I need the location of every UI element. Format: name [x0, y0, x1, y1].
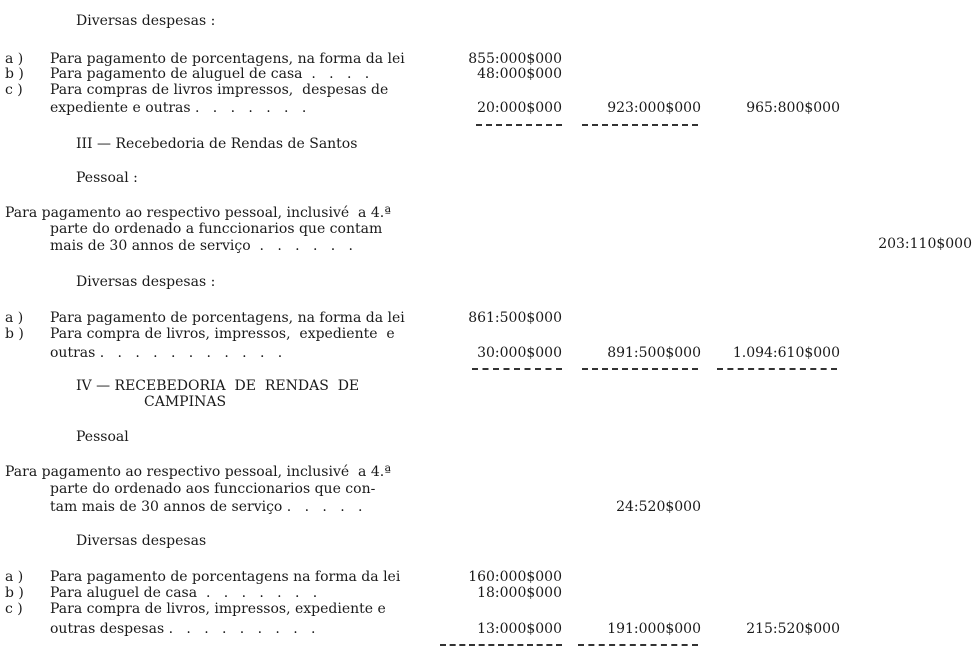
item-label: c ) — [5, 601, 23, 617]
section-title: IV — RECEBEDORIA DE RENDAS DE — [76, 378, 360, 394]
sum-rule — [578, 644, 698, 646]
item-label: a ) — [5, 51, 24, 67]
subtotal-amount: 191:000$000 — [607, 621, 701, 637]
section-title-continued: CAMPINAS — [144, 394, 227, 410]
item-amount: 48:000$000 — [477, 66, 562, 82]
item-label: b ) — [5, 585, 24, 601]
pessoal-text: tam mais de 30 annos de serviço . . . . . — [50, 499, 363, 515]
sum-rule — [476, 124, 562, 126]
total-amount: 965:800$000 — [746, 100, 840, 116]
item-text: Para pagamento de porcentagens, na forma da lei — [50, 310, 405, 326]
item-label: c ) — [5, 82, 23, 98]
item-text-continued: expediente e outras . . . . . . . — [50, 100, 307, 116]
sum-rule — [717, 368, 837, 370]
total-amount: 215:520$000 — [746, 621, 840, 637]
sum-rule — [582, 124, 698, 126]
pessoal-heading: Pessoal : — [76, 170, 138, 186]
pessoal-text: mais de 30 annos de serviço . . . . . . — [50, 238, 354, 254]
item-amount: 30:000$000 — [477, 345, 562, 361]
item-label: a ) — [5, 569, 24, 585]
item-text: Para pagamento de porcentagens na forma da lei — [50, 569, 401, 585]
total-amount: 1.094:610$000 — [732, 345, 840, 361]
diversas-despesas-heading: Diversas despesas — [76, 533, 207, 549]
section-title: III — Recebedoria de Rendas de Santos — [76, 136, 358, 152]
item-text: Para aluguel de casa . . . . . . . — [50, 585, 318, 601]
item-amount: 160:000$000 — [468, 569, 562, 585]
item-amount: 13:000$000 — [477, 621, 562, 637]
item-label: b ) — [5, 326, 24, 342]
item-amount: 855:000$000 — [468, 51, 562, 67]
item-text: Para compras de livros impressos, despesas de — [50, 82, 389, 98]
subtotal-amount: 923:000$000 — [607, 100, 701, 116]
pessoal-text: Para pagamento ao respectivo pessoal, inclusivé a 4.ª — [5, 464, 391, 480]
sum-rule — [440, 644, 562, 646]
pessoal-text: Para pagamento ao respectivo pessoal, inclusivé a 4.ª — [5, 205, 391, 221]
pessoal-text: parte do ordenado a funccionarios que contam — [50, 221, 383, 237]
diversas-despesas-heading: Diversas despesas : — [76, 13, 216, 29]
item-label: a ) — [5, 310, 24, 326]
item-text: Para compra de livros, impressos, expediente e — [50, 601, 386, 617]
diversas-despesas-heading: Diversas despesas : — [76, 274, 216, 290]
pessoal-amount: 203:110$000 — [878, 236, 972, 252]
item-text: Para pagamento de porcentagens, na forma da lei — [50, 51, 405, 67]
pessoal-text: parte do ordenado aos funccionarios que con- — [50, 481, 376, 497]
item-label: b ) — [5, 66, 24, 82]
item-text-continued: outras despesas . . . . . . . . . — [50, 621, 316, 637]
subtotal-amount: 891:500$000 — [607, 345, 701, 361]
item-text: Para compra de livros, impressos, expediente e — [50, 326, 395, 342]
item-amount: 861:500$000 — [468, 310, 562, 326]
sum-rule — [582, 368, 698, 370]
item-amount: 20:000$000 — [477, 100, 562, 116]
item-amount: 18:000$000 — [477, 585, 562, 601]
sum-rule — [472, 368, 562, 370]
item-text: Para pagamento de aluguel de casa . . . . — [50, 66, 370, 82]
item-text-continued: outras . . . . . . . . . . . — [50, 345, 283, 361]
pessoal-heading: Pessoal — [76, 429, 129, 445]
pessoal-amount: 24:520$000 — [616, 499, 701, 515]
